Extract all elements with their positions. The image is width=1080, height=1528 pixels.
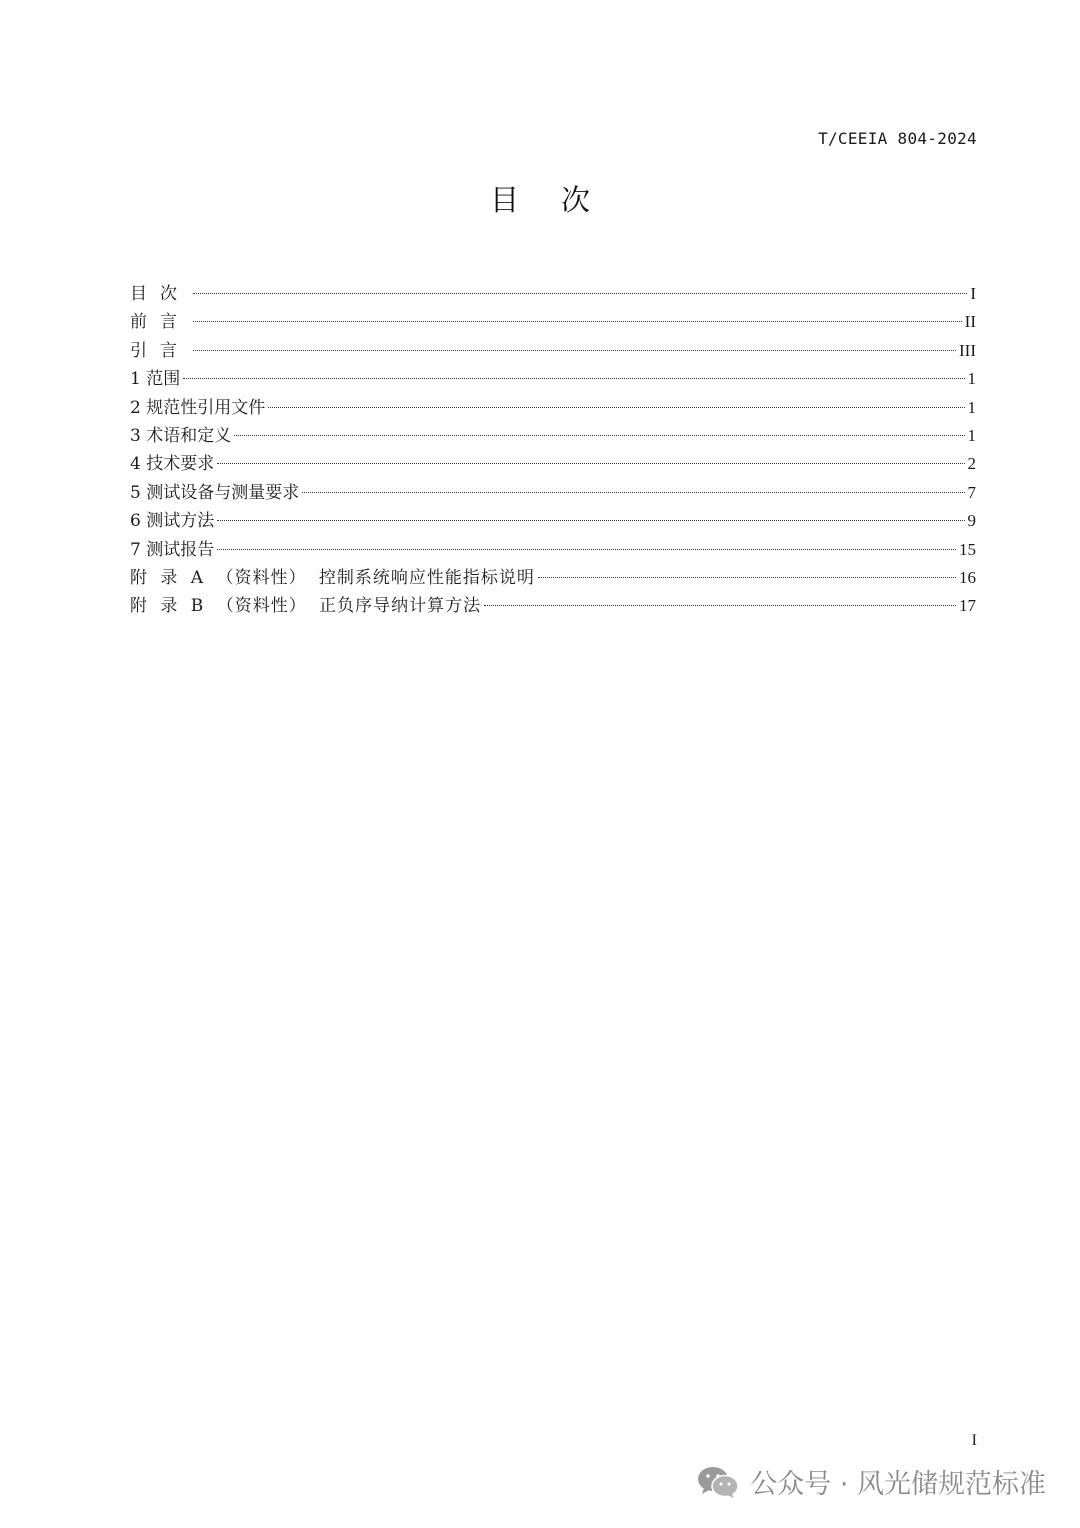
toc-entry-label: 1 范围 — [130, 369, 181, 390]
toc-entry-page: 17 — [959, 596, 976, 616]
toc-entry[interactable] — [130, 536, 976, 564]
dot-leader — [268, 407, 964, 408]
dot-leader — [193, 350, 956, 351]
dot-leader — [217, 520, 964, 521]
toc-entry-label: 目次 — [130, 284, 190, 304]
toc-entry-page: III — [959, 340, 976, 360]
dot-leader — [302, 492, 964, 493]
dot-leader — [234, 435, 964, 436]
document-code: T/CEEIA 804-2024 — [818, 129, 977, 148]
dot-leader — [193, 293, 967, 294]
toc-entry-page: I — [970, 284, 976, 303]
watermark-text: 公众号 · 风光储规范标准 — [750, 1469, 1046, 1500]
toc-entry-page: 1 — [967, 397, 976, 417]
toc-entry-page: 1 — [967, 425, 976, 445]
watermark — [696, 1462, 1046, 1501]
toc-entry[interactable] — [130, 365, 976, 393]
toc-entry-label: 2 规范性引用文件 — [130, 397, 266, 418]
dot-leader — [183, 378, 964, 379]
toc-entry-label: 3 术语和定义 — [130, 425, 232, 446]
dot-leader — [538, 577, 956, 578]
toc-entry-label: 附 录 A （资料性） 控制系统响应性能指标说明 — [130, 567, 535, 588]
toc-entry[interactable] — [130, 564, 976, 592]
toc-entry-label: 5 测试设备与测量要求 — [130, 482, 300, 503]
toc-entry[interactable] — [130, 592, 976, 620]
toc-entry[interactable] — [130, 507, 976, 535]
dot-leader — [217, 463, 964, 464]
toc-entry[interactable] — [130, 450, 976, 478]
toc-entry[interactable] — [130, 280, 976, 308]
toc-entry-label: 4 技术要求 — [130, 454, 215, 475]
wechat-icon — [696, 1465, 740, 1499]
toc-entry[interactable] — [130, 394, 976, 422]
toc-entry-label: 7 测试报告 — [130, 539, 215, 560]
toc-entry-label: 6 测试方法 — [130, 511, 215, 532]
toc-entry-label: 前言 — [130, 312, 190, 333]
toc-entry-page: 9 — [967, 511, 976, 531]
dot-leader — [217, 549, 956, 550]
page-number: I — [971, 1432, 977, 1449]
toc-entry-page: 7 — [967, 482, 976, 502]
toc-entry-page: 15 — [959, 539, 976, 559]
dot-leader — [193, 321, 962, 322]
toc-entry[interactable] — [130, 479, 976, 507]
toc-entry[interactable] — [130, 422, 976, 450]
dot-leader — [484, 605, 956, 606]
toc-entry-label: 引言 — [130, 340, 190, 361]
toc-entry-page: 2 — [967, 454, 976, 474]
toc-entry-label: 附 录 B （资料性） 正负序导纳计算方法 — [130, 596, 482, 617]
toc-entry[interactable] — [130, 337, 976, 365]
toc-entry-page: 16 — [959, 567, 976, 587]
table-of-contents — [130, 280, 976, 621]
toc-entry-page: II — [964, 312, 976, 332]
toc-entry-page: 1 — [967, 369, 976, 389]
toc-entry[interactable] — [130, 308, 976, 336]
page-title: 目次 — [489, 183, 632, 217]
